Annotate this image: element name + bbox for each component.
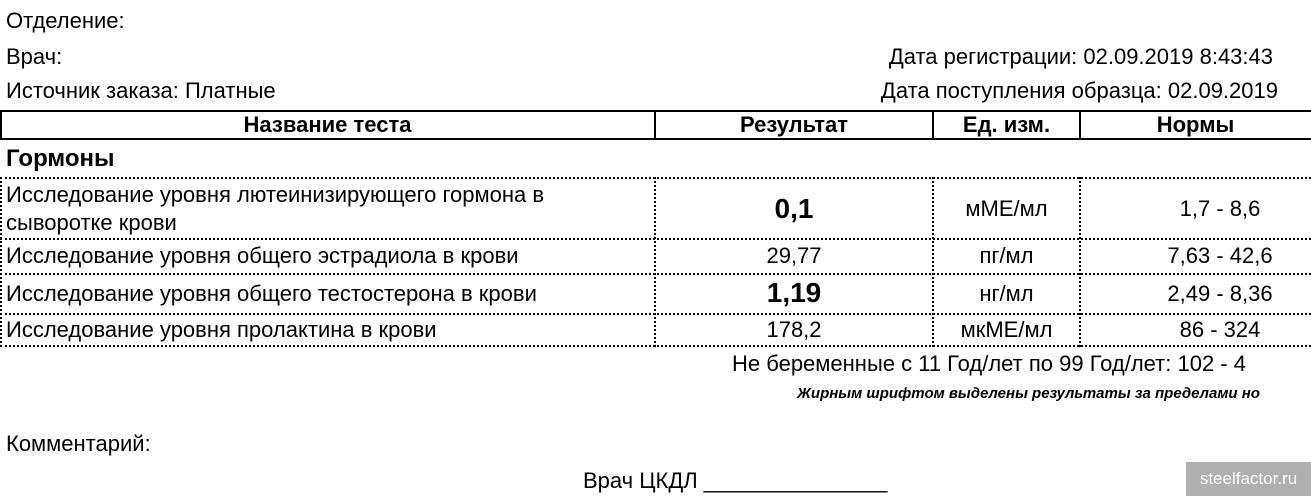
column-header-norms: Нормы xyxy=(1156,112,1235,137)
test-result: 29,77 xyxy=(766,243,822,268)
test-name: Исследование уровня лютеинизирующего гормона в xyxy=(6,182,545,207)
test-norm: 1,7 - 8,6 xyxy=(1179,196,1261,221)
sample-date: Дата поступления образца: 02.09.2019 xyxy=(880,78,1278,103)
test-unit: пг/мл xyxy=(979,243,1034,268)
header-divider xyxy=(932,110,934,140)
test-name: Исследование уровня пролактина в крови xyxy=(6,317,437,342)
test-name-continued: сыворотке крови xyxy=(6,210,177,235)
header-divider xyxy=(0,110,2,140)
test-unit: мкМЕ/мл xyxy=(960,317,1053,342)
column-header-unit: Ед. изм. xyxy=(962,112,1051,137)
registration-date: Дата регистрации: 02.09.2019 8:43:43 xyxy=(888,44,1273,69)
order-source: Источник заказа: Платные xyxy=(6,78,276,103)
test-unit: нг/мл xyxy=(979,281,1034,306)
bold-results-note: Жирным шрифтом выделены результаты за пределами но xyxy=(797,385,1260,402)
test-result: 178,2 xyxy=(766,317,822,342)
signature-line: Врач ЦКДЛ _______________ xyxy=(583,468,888,493)
doctor-label: Врач: xyxy=(6,44,63,69)
test-result: 1,19 xyxy=(766,277,822,308)
test-norm: 7,63 - 42,6 xyxy=(1167,243,1273,268)
test-norm: 86 - 324 xyxy=(1179,317,1261,342)
comment-label: Комментарий: xyxy=(6,431,151,456)
test-name: Исследование уровня общего тестостерона в крови xyxy=(6,281,537,306)
header-divider xyxy=(1079,110,1081,140)
header-divider xyxy=(654,110,656,140)
test-unit: мМЕ/мл xyxy=(965,196,1048,221)
column-header-result: Результат xyxy=(739,112,849,137)
test-name: Исследование уровня общего эстрадиола в крови xyxy=(6,243,519,268)
watermark: steelfactor.ru xyxy=(1186,462,1311,496)
group-label: Гормоны xyxy=(6,145,115,172)
test-result: 0,1 xyxy=(774,193,814,224)
column-header-test-name: Название теста xyxy=(243,112,412,137)
department-label: Отделение: xyxy=(6,8,125,33)
test-norm: 2,49 - 8,36 xyxy=(1167,281,1273,306)
column-divider xyxy=(0,177,2,347)
pregnancy-norm-note: Не беременные с 11 Год/лет по 99 Год/лет: 102 - 4 xyxy=(732,351,1246,376)
